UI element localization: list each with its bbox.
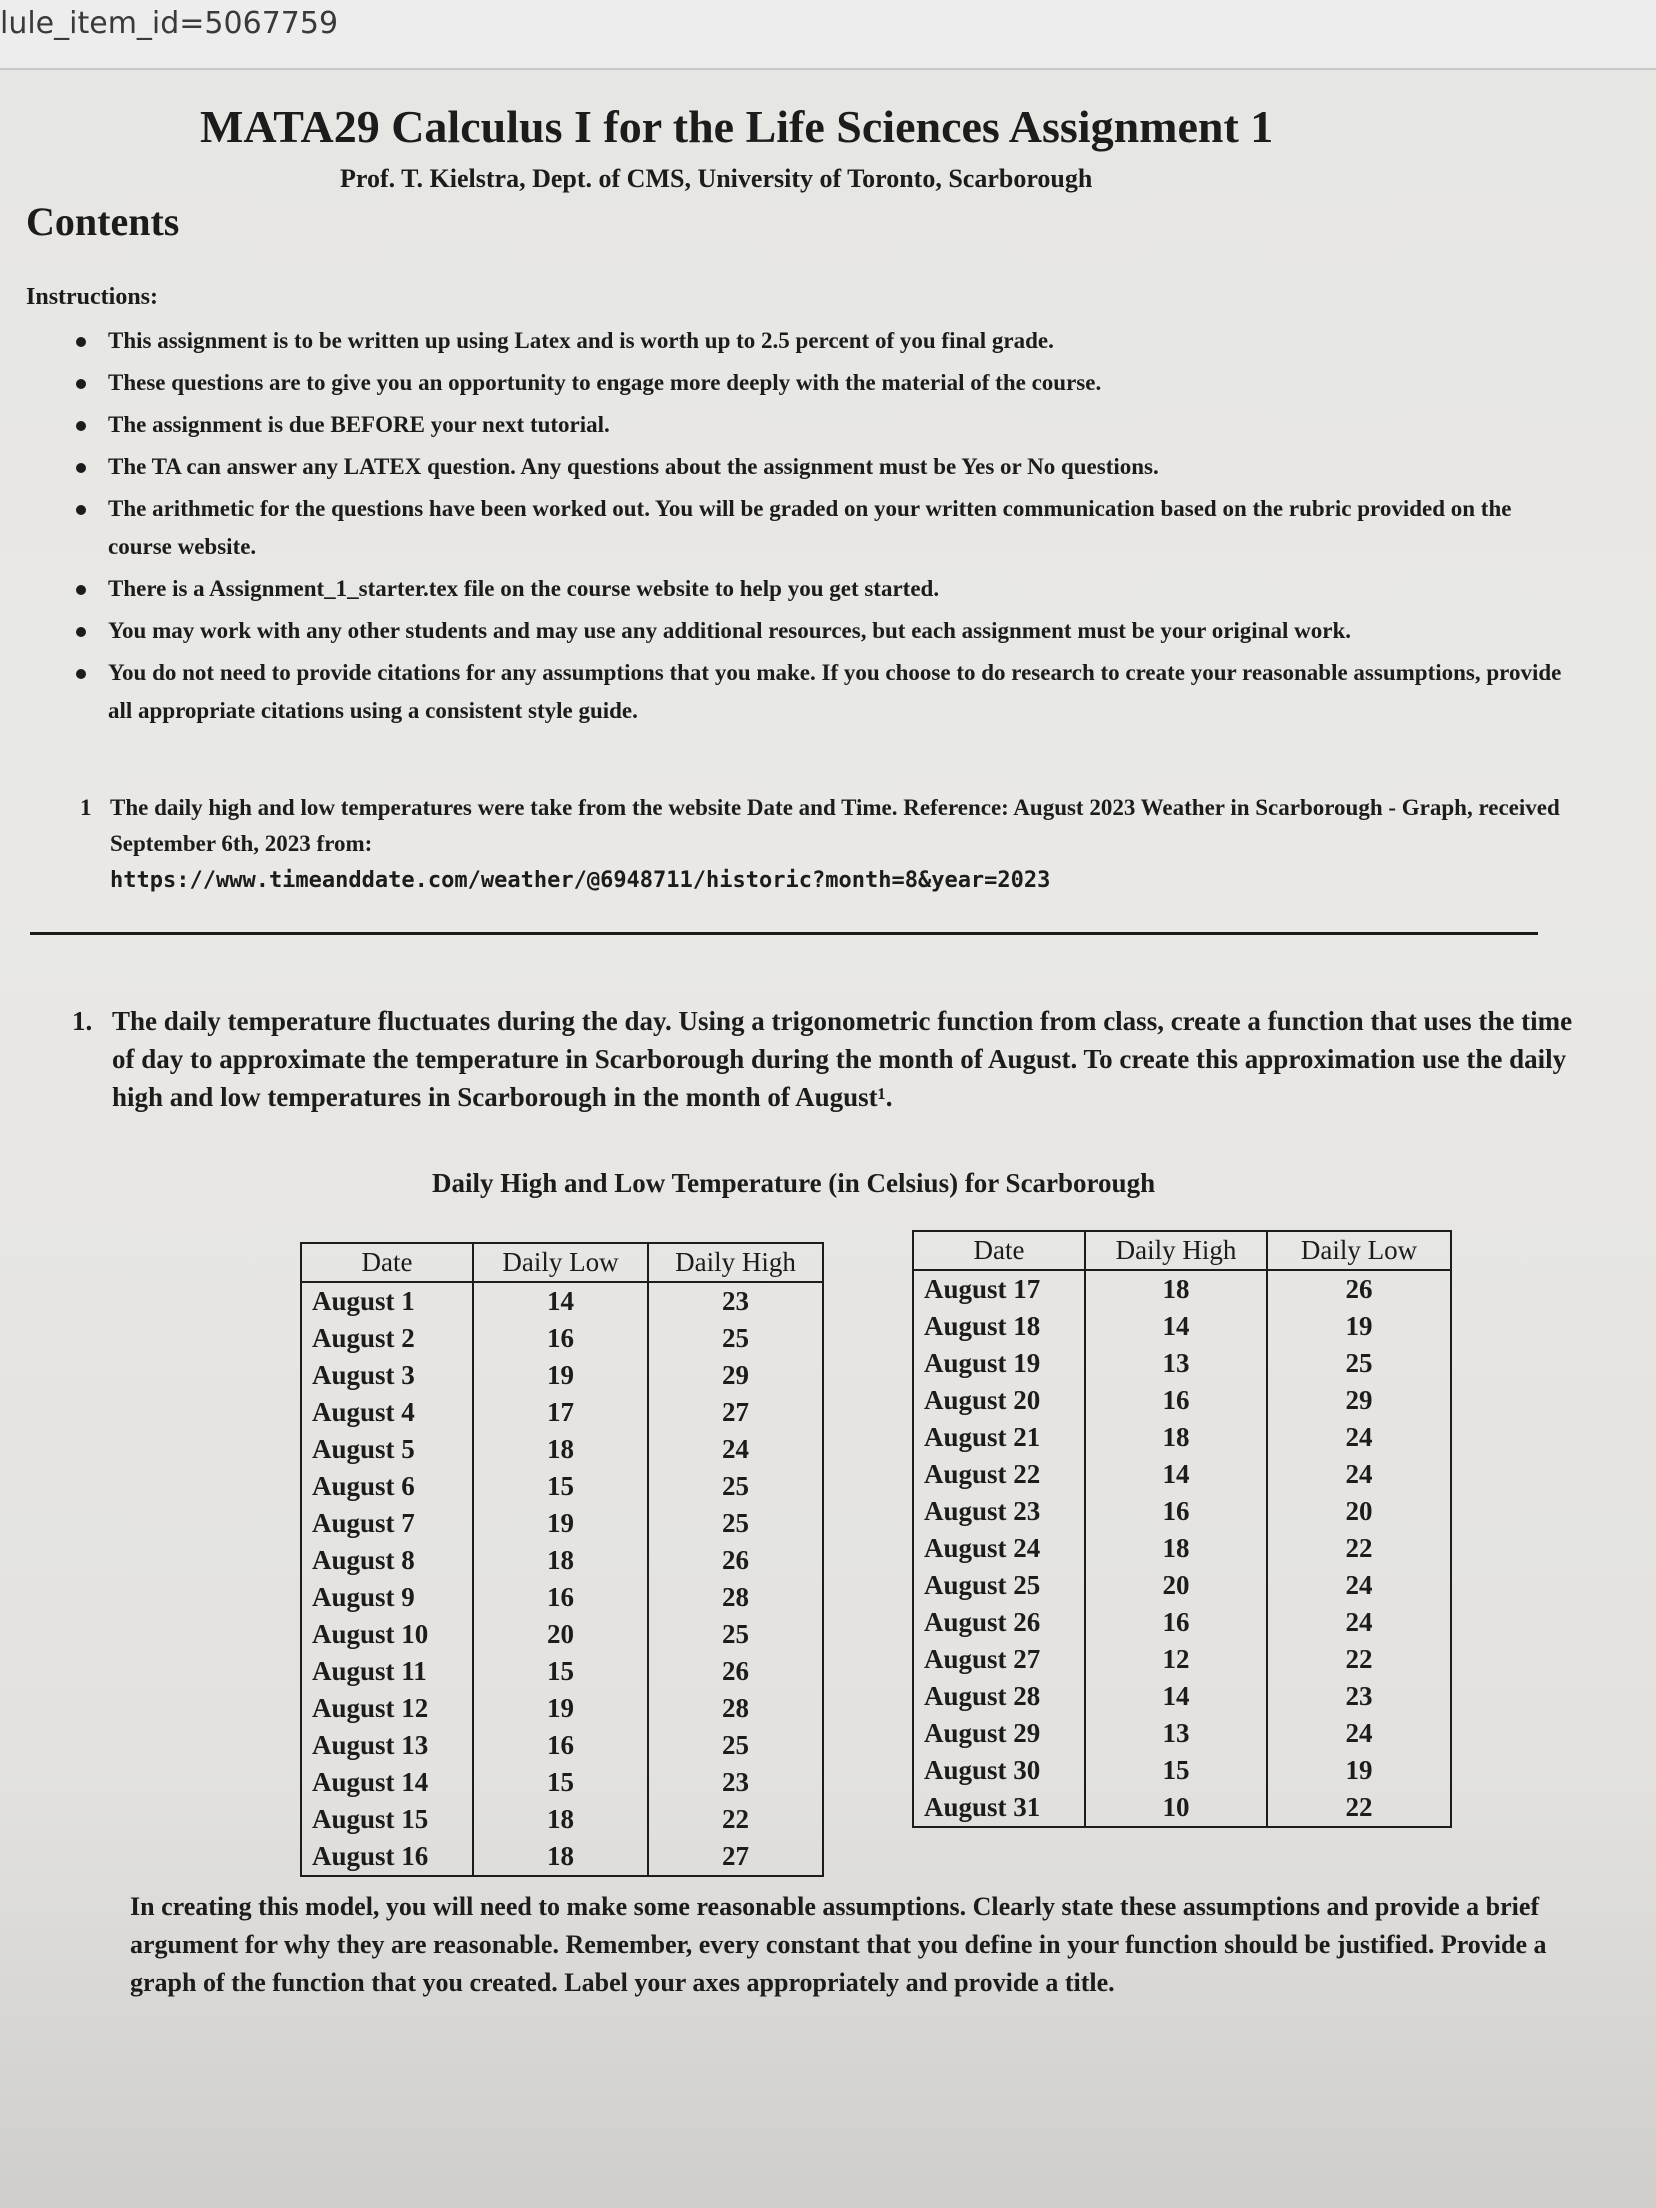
temperature-cell: 19	[1267, 1752, 1451, 1789]
date-cell: August 21	[913, 1419, 1085, 1456]
temperature-cell: 26	[648, 1653, 823, 1690]
instruction-text: The assignment is due BEFORE your next tutorial.	[108, 412, 610, 437]
date-cell: August 27	[913, 1641, 1085, 1678]
temperature-cell: 27	[648, 1838, 823, 1876]
table-row	[301, 1542, 823, 1579]
bullet-icon	[76, 379, 86, 389]
temperature-cell: 25	[1267, 1345, 1451, 1382]
question-1	[72, 1002, 1592, 1116]
temperature-cell: 18	[473, 1431, 648, 1468]
temperature-cell: 19	[473, 1505, 648, 1542]
temperature-cell: 20	[473, 1616, 648, 1653]
temperature-cell: 15	[1085, 1752, 1267, 1789]
temperature-cell: 18	[473, 1542, 648, 1579]
table-row	[301, 1616, 823, 1653]
temperature-cell: 14	[1085, 1456, 1267, 1493]
instructions-list	[76, 322, 1576, 734]
temperature-cell: 14	[1085, 1678, 1267, 1715]
author-line: Prof. T. Kielstra, Dept. of CMS, University of Toronto, Scarborough	[340, 164, 1093, 193]
temperature-cell: 22	[1267, 1789, 1451, 1827]
temperature-cell: 27	[648, 1394, 823, 1431]
temperature-cell: 29	[648, 1357, 823, 1394]
table-row	[913, 1456, 1451, 1493]
question-number: 1.	[72, 1006, 93, 1036]
temperature-cell: 16	[473, 1727, 648, 1764]
temperature-cell: 24	[1267, 1419, 1451, 1456]
table-row	[913, 1345, 1451, 1382]
date-cell: August 23	[913, 1493, 1085, 1530]
bullet-icon	[76, 463, 86, 473]
temperature-cell: 25	[648, 1320, 823, 1357]
date-cell: August 18	[913, 1308, 1085, 1345]
temperature-cell: 17	[473, 1394, 648, 1431]
temperature-cell: 14	[1085, 1308, 1267, 1345]
temperature-cell: 10	[1085, 1789, 1267, 1827]
temperature-cell: 25	[648, 1505, 823, 1542]
date-cell: August 11	[301, 1653, 473, 1690]
instruction-text: You may work with any other students and may use any additional resources, but each assignment must be your original work.	[108, 618, 1351, 643]
date-cell: August 8	[301, 1542, 473, 1579]
temperature-cell: 16	[473, 1579, 648, 1616]
date-cell: August 28	[913, 1678, 1085, 1715]
date-cell: August 22	[913, 1456, 1085, 1493]
date-cell: August 7	[301, 1505, 473, 1542]
temperature-cell: 25	[648, 1727, 823, 1764]
footnote	[80, 790, 1560, 899]
column-header: Daily Low	[1267, 1231, 1451, 1270]
table-row	[301, 1357, 823, 1394]
temperature-cell: 22	[1267, 1641, 1451, 1678]
column-header: Date	[913, 1231, 1085, 1270]
table-row	[913, 1382, 1451, 1419]
column-header: Daily Low	[473, 1243, 648, 1282]
temperature-cell: 24	[1267, 1715, 1451, 1752]
temperature-cell: 23	[648, 1282, 823, 1320]
temperature-cell: 18	[473, 1801, 648, 1838]
footnote-text: The daily high and low temperatures were take from the website Date and Time. Reference: August 2023 Weather in Scarborough - Graph, received September 6th, 2023 from:	[110, 795, 1560, 856]
table-row	[913, 1678, 1451, 1715]
temperature-table-left	[300, 1242, 824, 1877]
table-row	[913, 1641, 1451, 1678]
instruction-item	[76, 490, 1576, 566]
table-row	[301, 1505, 823, 1542]
instruction-item	[76, 322, 1576, 360]
table-row	[301, 1838, 823, 1876]
date-cell: August 4	[301, 1394, 473, 1431]
temperature-cell: 14	[473, 1282, 648, 1320]
temperature-cell: 25	[648, 1616, 823, 1653]
column-header: Daily High	[648, 1243, 823, 1282]
temperature-cell: 12	[1085, 1641, 1267, 1678]
question-text: The daily temperature fluctuates during the day. Using a trigonometric function from class, create a function that uses the time of day to approximate the temperature in Scarborough during the month of August. To create this approximation use the daily high and low temperatures in Scarborough in the month of August¹.	[112, 1006, 1573, 1112]
date-cell: August 31	[913, 1789, 1085, 1827]
table-row	[301, 1468, 823, 1505]
temperature-table-right	[912, 1230, 1452, 1828]
column-header: Daily High	[1085, 1231, 1267, 1270]
table-row	[913, 1604, 1451, 1641]
instruction-text: These questions are to give you an opportunity to engage more deeply with the material of the course.	[108, 370, 1102, 395]
table-row	[301, 1320, 823, 1357]
table-row	[913, 1308, 1451, 1345]
instruction-item	[76, 570, 1576, 608]
temperature-cell: 13	[1085, 1715, 1267, 1752]
date-cell: August 19	[913, 1345, 1085, 1382]
temperature-cell: 18	[1085, 1419, 1267, 1456]
date-cell: August 3	[301, 1357, 473, 1394]
date-cell: August 26	[913, 1604, 1085, 1641]
temperature-cell: 15	[473, 1764, 648, 1801]
temperature-cell: 13	[1085, 1345, 1267, 1382]
temperature-cell: 19	[1267, 1308, 1451, 1345]
closing-paragraph: In creating this model, you will need to make some reasonable assumptions. Clearly state these assumptions and provide a brief argument for why they are reasonable. Remember, every constant that you define in your function should be justified. Provide a graph of the function that you created. Label your axes appropriately and provide a title.	[130, 1892, 1547, 1997]
date-cell: August 30	[913, 1752, 1085, 1789]
column-header: Date	[301, 1243, 473, 1282]
temperature-cell: 24	[1267, 1604, 1451, 1641]
temperature-cell: 16	[1085, 1604, 1267, 1641]
temperature-cell: 28	[648, 1579, 823, 1616]
instructions-heading: Instructions:	[26, 284, 159, 310]
temperature-cell: 22	[1267, 1530, 1451, 1567]
date-cell: August 9	[301, 1579, 473, 1616]
temperature-cell: 28	[648, 1690, 823, 1727]
table-row	[913, 1715, 1451, 1752]
date-cell: August 25	[913, 1567, 1085, 1604]
section-divider	[30, 932, 1538, 935]
url-text: lule_item_id=5067759	[0, 6, 339, 41]
instruction-item	[76, 654, 1576, 730]
temperature-cell: 19	[473, 1690, 648, 1727]
table-row	[301, 1727, 823, 1764]
temperature-cell: 18	[1085, 1530, 1267, 1567]
table-row	[301, 1801, 823, 1838]
date-cell: August 1	[301, 1282, 473, 1320]
date-cell: August 10	[301, 1616, 473, 1653]
instruction-text: This assignment is to be written up using Latex and is worth up to 2.5 percent of you final grade.	[108, 328, 1054, 353]
table-row	[301, 1764, 823, 1801]
temperature-cell: 16	[473, 1320, 648, 1357]
temperature-cell: 20	[1085, 1567, 1267, 1604]
temperature-cell: 26	[648, 1542, 823, 1579]
temperature-cell: 25	[648, 1468, 823, 1505]
bullet-icon	[76, 669, 86, 679]
date-cell: August 24	[913, 1530, 1085, 1567]
temperature-cell: 26	[1267, 1270, 1451, 1308]
date-cell: August 15	[301, 1801, 473, 1838]
bullet-icon	[76, 505, 86, 515]
table-row	[301, 1282, 823, 1320]
bullet-icon	[76, 585, 86, 595]
bullet-icon	[76, 627, 86, 637]
temperature-cell: 16	[1085, 1493, 1267, 1530]
footnote-number: 1	[80, 795, 92, 820]
instruction-item	[76, 448, 1576, 486]
date-cell: August 5	[301, 1431, 473, 1468]
temperature-cell: 24	[1267, 1567, 1451, 1604]
table-row	[301, 1431, 823, 1468]
date-cell: August 16	[301, 1838, 473, 1876]
temperature-cell: 15	[473, 1653, 648, 1690]
date-cell: August 17	[913, 1270, 1085, 1308]
contents-heading: Contents	[26, 199, 180, 244]
temperature-cell: 18	[473, 1838, 648, 1876]
instruction-item	[76, 364, 1576, 402]
date-cell: August 12	[301, 1690, 473, 1727]
date-cell: August 6	[301, 1468, 473, 1505]
temperature-cell: 23	[1267, 1678, 1451, 1715]
table-caption: Daily High and Low Temperature (in Celsius) for Scarborough	[432, 1168, 1156, 1198]
instruction-item	[76, 612, 1576, 650]
document-title: MATA29 Calculus I for the Life Sciences Assignment 1	[200, 101, 1274, 152]
temperature-cell: 15	[473, 1468, 648, 1505]
date-cell: August 20	[913, 1382, 1085, 1419]
temperature-cell: 29	[1267, 1382, 1451, 1419]
bullet-icon	[76, 421, 86, 431]
table-row	[913, 1567, 1451, 1604]
date-cell: August 2	[301, 1320, 473, 1357]
table-row	[913, 1530, 1451, 1567]
table-row	[301, 1690, 823, 1727]
instruction-item	[76, 406, 1576, 444]
temperature-cell: 24	[648, 1431, 823, 1468]
bullet-icon	[76, 337, 86, 347]
date-cell: August 29	[913, 1715, 1085, 1752]
temperature-cell: 20	[1267, 1493, 1451, 1530]
footnote-url: https://www.timeanddate.com/weather/@6948711/historic?month=8&year=2023	[110, 868, 1051, 893]
date-cell: August 13	[301, 1727, 473, 1764]
temperature-cell: 16	[1085, 1382, 1267, 1419]
temperature-cell: 23	[648, 1764, 823, 1801]
table-row	[301, 1394, 823, 1431]
temperature-cell: 19	[473, 1357, 648, 1394]
table-row	[913, 1419, 1451, 1456]
table-row	[913, 1752, 1451, 1789]
table-row	[301, 1579, 823, 1616]
table-row	[301, 1653, 823, 1690]
instruction-text: The TA can answer any LATEX question. Any questions about the assignment must be Yes or No questions.	[108, 454, 1159, 479]
date-cell: August 14	[301, 1764, 473, 1801]
table-row	[913, 1789, 1451, 1827]
table-row	[913, 1270, 1451, 1308]
url-strip	[0, 0, 1656, 70]
temperature-cell: 22	[648, 1801, 823, 1838]
instruction-text: There is a Assignment_1_starter.tex file on the course website to help you get started.	[108, 576, 940, 601]
instruction-text: You do not need to provide citations for any assumptions that you make. If you choose to do research to create your reasonable assumptions, provide all appropriate citations using a consistent style guide.	[108, 660, 1562, 723]
instruction-text: The arithmetic for the questions have been worked out. You will be graded on your written communication based on the rubric provided on the course website.	[108, 496, 1512, 559]
temperature-cell: 18	[1085, 1270, 1267, 1308]
temperature-cell: 24	[1267, 1456, 1451, 1493]
table-row	[913, 1493, 1451, 1530]
